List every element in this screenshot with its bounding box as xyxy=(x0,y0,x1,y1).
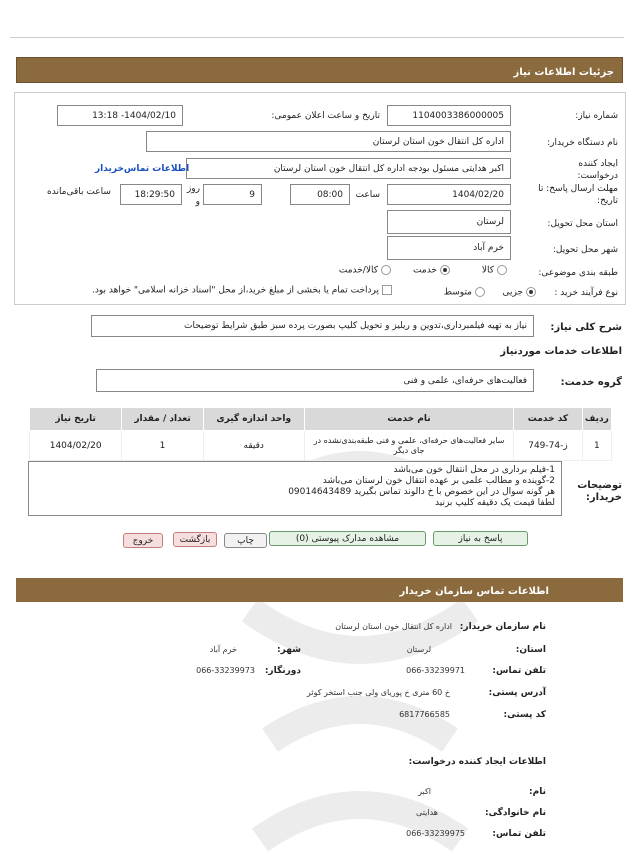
days-remaining-field: 9 xyxy=(203,184,262,205)
page-title: جزئیات اطلاعات نیاز xyxy=(16,57,623,83)
process-option-minor[interactable]: جزیی xyxy=(502,287,536,298)
col-date: تاریخ نیاز xyxy=(30,408,122,431)
top-divider xyxy=(10,37,624,38)
description-line: 1-فیلم برداری در محل انتقال خون می‌باشد xyxy=(393,465,555,475)
phone-label: تلفن تماس: xyxy=(492,666,546,676)
radio-icon xyxy=(475,287,485,297)
creator-phone-value: 066-33239975 xyxy=(406,829,465,838)
cell-date: 1404/02/20 xyxy=(30,431,122,461)
province-field: لرستان xyxy=(387,210,511,234)
creator-phone-label: تلفن تماس: xyxy=(492,829,546,839)
remaining-time-field: 18:29:50 xyxy=(120,184,182,205)
address-value: خ 60 متری خ پوریای ولی جنب استخر کوثر xyxy=(306,688,450,697)
services-table xyxy=(29,407,612,461)
col-code: کد خدمت xyxy=(514,408,582,431)
process-label: نوع فرآیند خرید : xyxy=(554,288,618,298)
cell-unit: دقیقه xyxy=(203,431,304,461)
deadline-time-label: ساعت xyxy=(355,190,380,200)
deadline-label: مهلت ارسال پاسخ: تا تاریخ: xyxy=(538,184,618,206)
radio-icon xyxy=(497,265,507,275)
description-line: هر گونه سوال در این خصوص با خ دالوند تماس بگیرید 09014643489 xyxy=(288,487,555,497)
city-contact-value: خرم آباد xyxy=(209,645,237,654)
need-number-label: شماره نیاز: xyxy=(575,111,618,121)
buyer-org-field: اداره کل انتقال خون استان لرستان xyxy=(146,131,511,152)
col-name: نام خدمت xyxy=(304,408,514,431)
requester-label: ایجاد کننده درخواست: xyxy=(577,159,618,181)
city-contact-label: شهر: xyxy=(277,645,301,655)
col-unit: واحد اندازه گیری xyxy=(203,408,304,431)
province-label: استان محل تحویل: xyxy=(547,219,618,229)
need-number-field: 1104003386000005 xyxy=(387,105,511,126)
contact-heading: اطلاعات تماس سازمان خریدار xyxy=(16,578,623,602)
service-group-label: گروه خدمت: xyxy=(560,377,622,388)
province-contact-label: استان: xyxy=(515,645,546,655)
radio-selected-icon xyxy=(440,265,450,275)
process-option-medium[interactable]: متوسط xyxy=(444,287,485,298)
description-line: 2-گوینده و مطالب علمی بر عهده انتقال خون لرستان می‌باشد xyxy=(322,476,555,486)
creator-family-label: نام خانوادگی: xyxy=(484,808,546,818)
summary-label: شرح کلی نیاز: xyxy=(550,322,622,333)
postal-value: 6817766585 xyxy=(399,710,450,719)
category-option-both[interactable]: کالا/خدمت xyxy=(339,265,391,276)
payment-note[interactable]: پرداخت تمام یا بخشی از مبلغ خرید،از محل "اسناد خزانه اسلامی" خواهد بود. xyxy=(92,285,392,296)
remaining-time-label: ساعت باقی‌مانده xyxy=(47,187,111,197)
services-heading: اطلاعات خدمات موردنیاز xyxy=(500,346,622,357)
back-button[interactable]: بازگشت xyxy=(173,532,217,547)
announce-date-field: 1404/02/10- 13:18 xyxy=(57,105,183,126)
creator-family-value: هدایتی xyxy=(416,808,438,817)
view-documents-button[interactable]: مشاهده مدارک پیوستی (0) xyxy=(269,531,426,546)
checkbox-icon xyxy=(382,285,392,295)
province-contact-value: لرستان xyxy=(406,645,431,654)
requester-field: اکبر هدایتی مسئول بودجه اداره کل انتقال خون استان لرستان xyxy=(186,158,511,179)
cell-name: سایر فعالیت‌های حرفه‌ای، علمی و فنی طبقه‌بندی‌نشده در جای دیگر xyxy=(304,431,514,461)
service-group-field: فعالیت‌های حرفه‌ای، علمی و فنی xyxy=(96,369,534,392)
fax-value: 066-33239973 xyxy=(196,666,255,675)
print-button[interactable]: چاپ xyxy=(224,533,267,548)
services-table-wrap xyxy=(29,407,612,461)
buyer-contact-link[interactable]: اطلاعات تماس‌خریدار xyxy=(95,164,190,174)
radio-icon xyxy=(381,265,391,275)
deadline-date-field: 1404/02/20 xyxy=(387,184,511,205)
reply-button[interactable]: پاسخ به نیاز xyxy=(433,531,528,546)
col-row: ردیف xyxy=(582,408,611,431)
description-line: لطفا قیمت یک دقیقه کلیپ بزنید xyxy=(435,498,555,508)
city-field: خرم آباد xyxy=(387,236,511,260)
col-qty: تعداد / مقدار xyxy=(122,408,203,431)
org-label: نام سازمان خریدار: xyxy=(459,622,546,632)
cell-code: ز-74-749 xyxy=(514,431,582,461)
summary-field: نیاز به تهیه فیلمبرداری،تدوین و ریلیز و تحویل کلیپ بصورت پرده سبز طبق شرایط توضیحات xyxy=(91,315,534,337)
creator-name-value: اکبر xyxy=(418,787,431,796)
days-label: روز و xyxy=(186,184,200,207)
fax-label: دورنگار: xyxy=(264,666,301,676)
buyer-org-label: نام دستگاه خریدار: xyxy=(547,138,618,148)
description-box xyxy=(28,461,562,516)
description-label: توضیحات خریدار: xyxy=(577,480,622,503)
radio-selected-icon xyxy=(526,287,536,297)
category-option-goods[interactable]: کالا xyxy=(482,265,507,276)
creator-heading: اطلاعات ایجاد کننده درخواست: xyxy=(408,757,546,767)
cell-row: 1 xyxy=(582,431,611,461)
deadline-time-field: 08:00 xyxy=(290,184,350,205)
announce-label: تاریخ و ساعت اعلان عمومی: xyxy=(271,111,380,121)
cell-qty: 1 xyxy=(122,431,203,461)
exit-button[interactable]: خروج xyxy=(123,533,163,548)
address-label: آدرس پستی: xyxy=(488,688,546,698)
category-label: طبقه بندی موضوعی: xyxy=(538,268,618,278)
city-label: شهر محل تحویل: xyxy=(552,245,618,255)
phone-value: 066-33239971 xyxy=(406,666,465,675)
table-row xyxy=(30,431,612,461)
category-option-service[interactable]: خدمت xyxy=(413,265,450,276)
postal-label: کد پستی: xyxy=(503,710,546,720)
org-value: اداره کل انتقال خون استان لرستان xyxy=(335,622,452,631)
creator-name-label: نام: xyxy=(529,787,546,797)
